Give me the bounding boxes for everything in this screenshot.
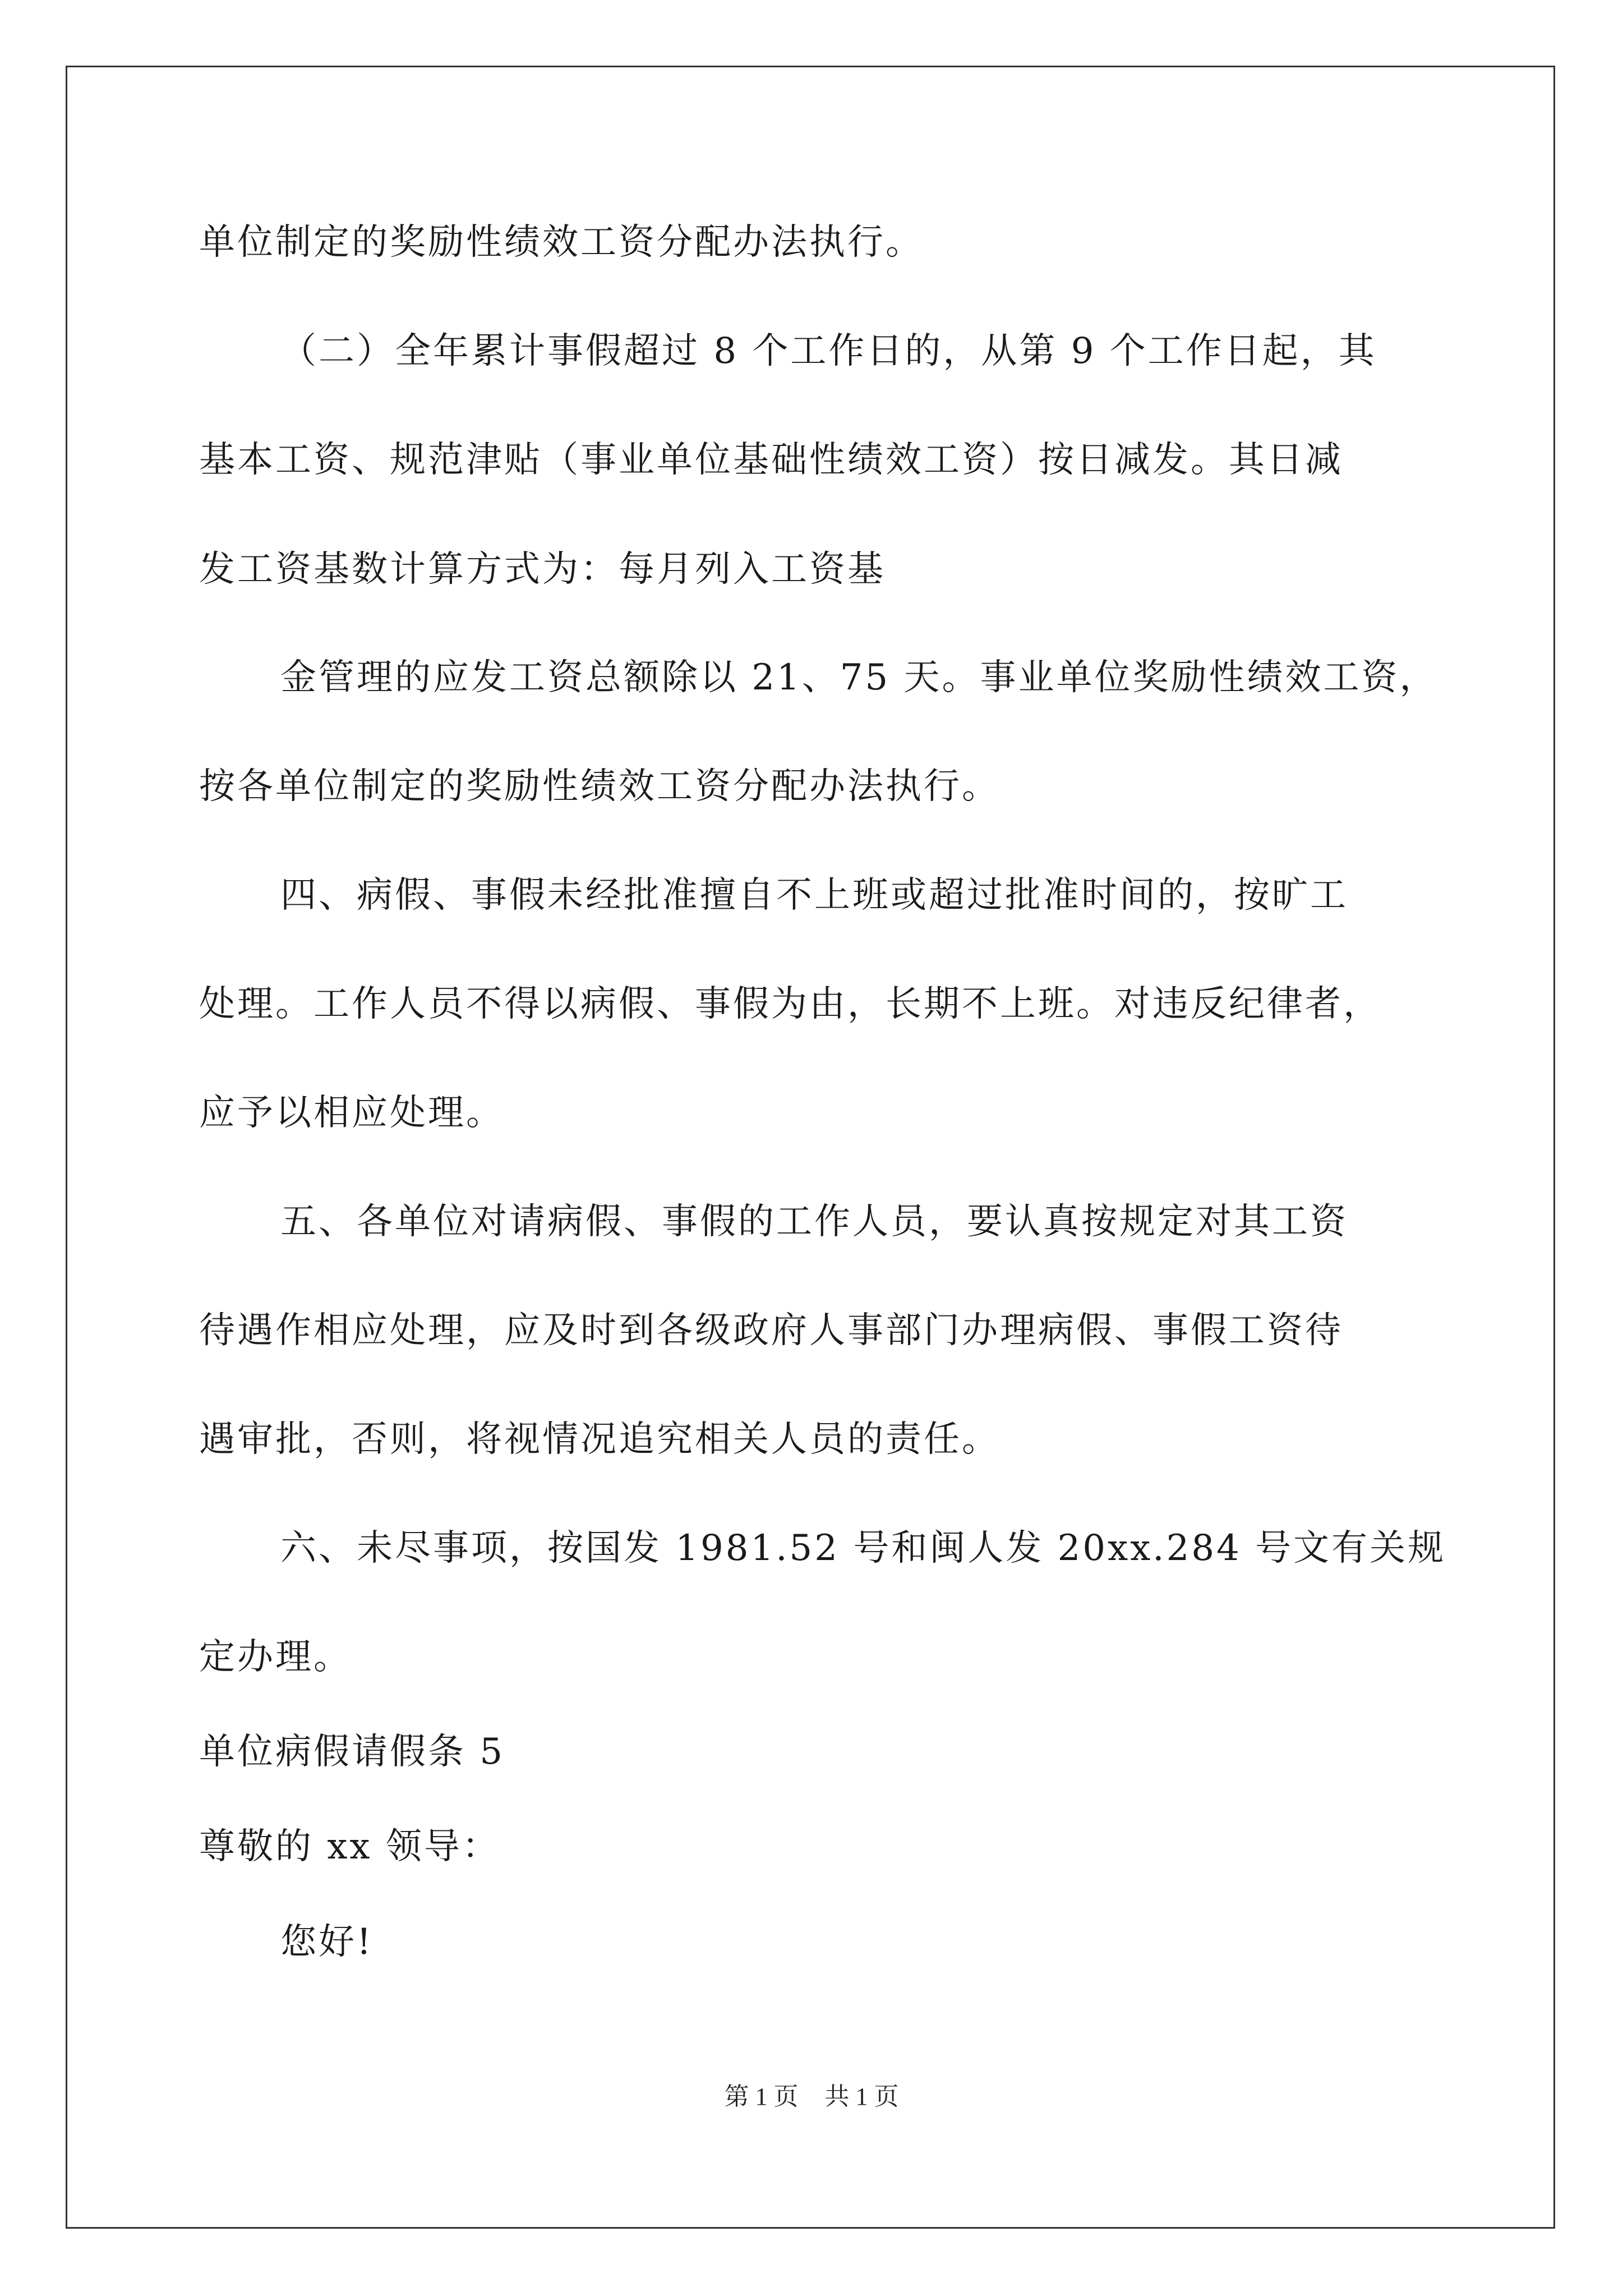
section-heading: 单位病假请假条 5 [199,1731,505,1773]
text-line: 应予以相应处理。 [199,1092,504,1134]
page-footer [0,2081,1623,2113]
page-border [66,66,1555,2229]
text-line: 遇审批，否则，将视情况追究相关人员的责任。 [199,1419,1000,1460]
text-line: 四、病假、事假未经批准擅自不上班或超过批准时间的，按旷工 [280,875,1348,916]
text-line: 待遇作相应处理，应及时到各级政府人事部门办理病假、事假工资待 [199,1310,1343,1351]
text-line: 处理。工作人员不得以病假、事假为由，长期不上班。对违反纪律者， [199,983,1381,1025]
text-line: 定办理。 [199,1636,352,1678]
text-line: 单位制定的奖励性绩效工资分配办法执行。 [199,222,924,263]
text-line: 六、未尽事项，按国发 1981.52 号和闽人发 20xx.284 号文有关规 [280,1527,1446,1569]
text-line: 基本工资、规范津贴（事业单位基础性绩效工资）按日减发。其日减 [199,439,1343,481]
page-number-total: 共 1 页 [824,2083,899,2110]
text-line: 金管理的应发工资总额除以 21、75 天。事业单位奖励性绩效工资， [280,657,1438,698]
text-line: 按各单位制定的奖励性绩效工资分配办法执行。 [199,766,1000,807]
salutation: 尊敬的 xx 领导： [199,1826,500,1867]
text-line: 发工资基数计算方式为：每月列入工资基 [199,549,886,590]
text-line: （二）全年累计事假超过 8 个工作日的，从第 9 个工作日起，其 [280,330,1377,372]
greeting: 您好! [280,1921,374,1963]
page-number-current: 第 1 页 [724,2083,799,2110]
text-line: 五、各单位对请病假、事假的工作人员，要认真按规定对其工资 [280,1201,1348,1243]
